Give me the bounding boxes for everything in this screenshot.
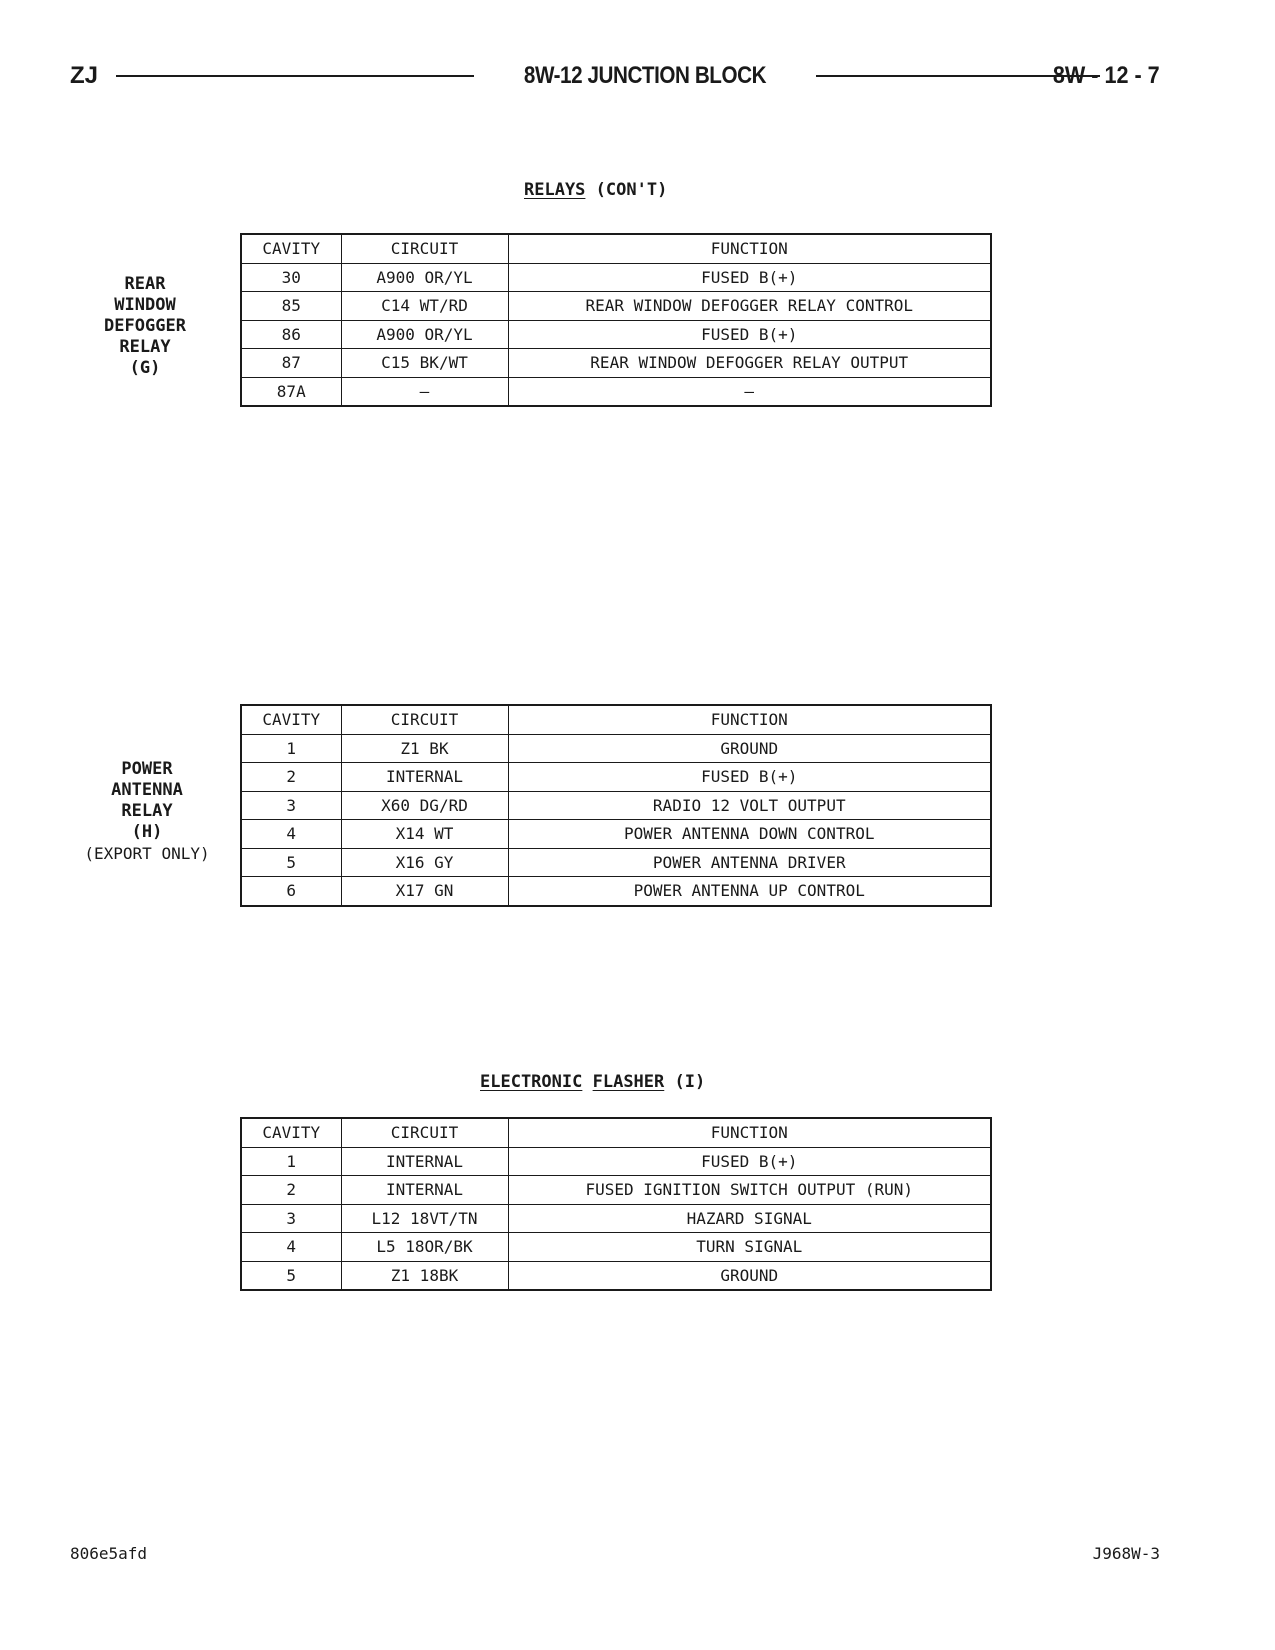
cavity-cell: 2 [241,1176,341,1205]
circuit-cell: L12 18VT/TN [341,1204,508,1233]
function-cell: HAZARD SIGNAL [508,1204,991,1233]
cavity-cell: 87A [241,377,341,406]
function-cell: GROUND [508,1261,991,1290]
table-row [241,820,991,849]
table-row [241,877,991,906]
table-row [241,1176,991,1205]
page-header [70,60,1160,94]
function-cell: FUSED IGNITION SWITCH OUTPUT (RUN) [508,1176,991,1205]
table-header-row [241,234,991,263]
section-title-word1: ELECTRONIC [480,1072,583,1092]
header-rule-left [116,75,474,77]
circuit-cell: X17 GN [341,877,508,906]
label-line: ANTENNA [111,780,183,800]
column-header-function: FUNCTION [508,705,991,734]
cavity-cell: 86 [241,320,341,349]
cavity-cell: 1 [241,734,341,763]
column-header-circuit: CIRCUIT [341,234,508,263]
power-antenna-relay-table [240,704,992,907]
circuit-cell: A900 OR/YL [341,320,508,349]
circuit-cell: X16 GY [341,848,508,877]
cavity-cell: 3 [241,791,341,820]
table-row [241,263,991,292]
table-row [241,848,991,877]
table-row [241,791,991,820]
footer-right-code: J968W-3 [1092,1544,1160,1563]
table-row [241,1261,991,1290]
label-line: RELAY [121,801,173,821]
cavity-cell: 87 [241,349,341,378]
label-line: RELAY [119,337,171,357]
function-cell: REAR WINDOW DEFOGGER RELAY CONTROL [508,292,991,321]
column-header-cavity: CAVITY [241,234,341,263]
table-header-row [241,705,991,734]
label-line: REAR [124,274,166,294]
function-cell: REAR WINDOW DEFOGGER RELAY OUTPUT [508,349,991,378]
column-header-function: FUNCTION [508,1118,991,1147]
label-line: DEFOGGER [104,316,186,336]
label-line: (H) [131,822,163,842]
function-cell: – [508,377,991,406]
table-row [241,763,991,792]
circuit-cell: X60 DG/RD [341,791,508,820]
circuit-cell: INTERNAL [341,1147,508,1176]
label-line: WINDOW [114,295,176,315]
rear-window-defogger-relay-label [90,274,200,379]
function-cell: GROUND [508,734,991,763]
table-row [241,320,991,349]
circuit-cell: C14 WT/RD [341,292,508,321]
section-title-word2: FLASHER [592,1072,665,1092]
circuit-cell: C15 BK/WT [341,349,508,378]
circuit-cell: Z1 18BK [341,1261,508,1290]
table-row [241,349,991,378]
column-header-function: FUNCTION [508,234,991,263]
table-header-row [241,1118,991,1147]
table-row [241,377,991,406]
function-cell: FUSED B(+) [508,763,991,792]
electronic-flasher-table [240,1117,992,1291]
column-header-circuit: CIRCUIT [341,1118,508,1147]
circuit-cell: X14 WT [341,820,508,849]
label-line: POWER [121,759,173,779]
section-title-rest: (I) [664,1072,706,1092]
function-cell: POWER ANTENNA DOWN CONTROL [508,820,991,849]
table-row [241,292,991,321]
function-cell: RADIO 12 VOLT OUTPUT [508,791,991,820]
table-row [241,1147,991,1176]
function-cell: FUSED B(+) [508,1147,991,1176]
function-cell: POWER ANTENNA DRIVER [508,848,991,877]
page-title: 8W-12 JUNCTION BLOCK [523,62,767,89]
cavity-cell: 2 [241,763,341,792]
section-title-underlined: RELAYS [524,180,586,200]
cavity-cell: 1 [241,1147,341,1176]
circuit-cell: INTERNAL [341,763,508,792]
circuit-cell: A900 OR/YL [341,263,508,292]
cavity-cell: 3 [241,1204,341,1233]
column-header-cavity: CAVITY [241,1118,341,1147]
function-cell: FUSED B(+) [508,320,991,349]
label-line: (G) [129,358,161,378]
function-cell: FUSED B(+) [508,263,991,292]
section-title-rest: (CON'T) [585,180,668,200]
table-row [241,734,991,763]
circuit-cell: L5 18OR/BK [341,1233,508,1262]
circuit-cell: – [341,377,508,406]
circuit-cell: INTERNAL [341,1176,508,1205]
footer-left-code: 806e5afd [70,1544,148,1563]
table-row [241,1233,991,1262]
function-cell: TURN SIGNAL [508,1233,991,1262]
cavity-cell: 6 [241,877,341,906]
cavity-cell: 5 [241,848,341,877]
circuit-cell: Z1 BK [341,734,508,763]
table-row [241,1204,991,1233]
cavity-cell: 30 [241,263,341,292]
column-header-cavity: CAVITY [241,705,341,734]
rear-window-defogger-relay-table [240,233,992,407]
export-only-note: (EXPORT ONLY) [84,844,210,863]
power-antenna-relay-label [70,759,224,864]
section-title-electronic-flasher [480,1072,705,1092]
page-number: 8W - 12 - 7 [1053,62,1160,89]
cavity-cell: 4 [241,820,341,849]
column-header-circuit: CIRCUIT [341,705,508,734]
model-code: ZJ [70,62,99,89]
cavity-cell: 5 [241,1261,341,1290]
cavity-cell: 85 [241,292,341,321]
cavity-cell: 4 [241,1233,341,1262]
function-cell: POWER ANTENNA UP CONTROL [508,877,991,906]
section-title-relays [524,180,667,200]
